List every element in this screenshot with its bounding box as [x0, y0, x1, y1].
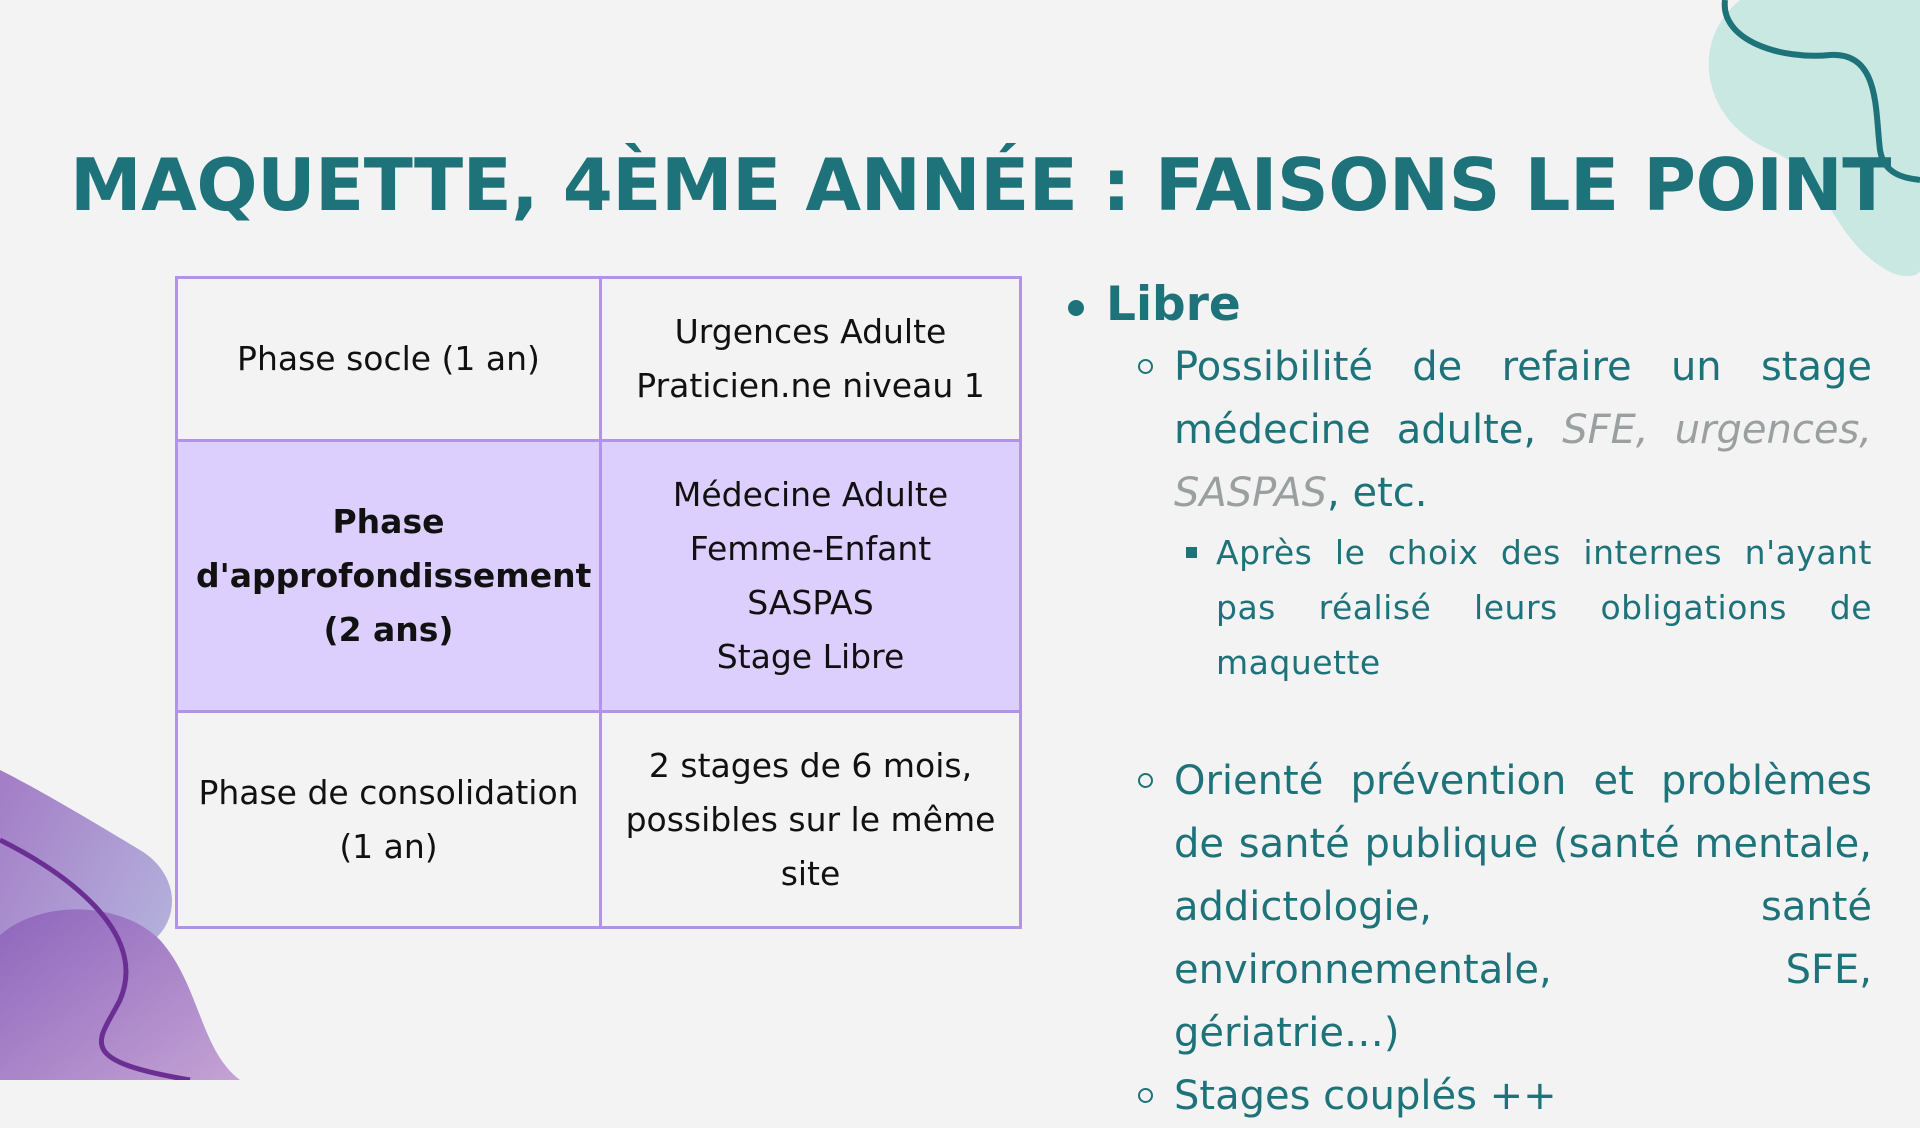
bullet-circle-icon — [1138, 1088, 1153, 1103]
stage-line: Médecine Adulte — [672, 475, 949, 514]
sub-bullet-text: Après le choix des internes n'ayant pas réalisé leurs obligations de maquette — [1216, 533, 1872, 682]
stages-cell — [601, 441, 1021, 712]
bullet-list — [1060, 274, 1872, 1128]
slide-title: MAQUETTE, 4ÈME ANNÉE : FAISONS LE POINT — [70, 143, 1891, 227]
stage-line: Stage Libre — [716, 637, 905, 676]
bullet-heading-text: Libre — [1106, 277, 1241, 332]
bullet-circle-icon — [1138, 359, 1153, 374]
bullet-item-text: Orienté prévention et problèmes de santé publique (santé mentale, addictologie, santé environnementale, SFE, gériatrie…) — [1174, 758, 1872, 1056]
phase-cell: Phase socle (1 an) — [177, 278, 601, 441]
stage-line: SASPAS — [747, 583, 874, 622]
phase-cell: Phase d'approfondissement (2 ans) — [177, 441, 601, 712]
bullet-item-refaire-stage — [1174, 336, 1872, 525]
bullet-circle-icon — [1138, 773, 1153, 788]
bullet-item-lead: Possibilité de refaire un stage médecine adulte, — [1174, 344, 1872, 453]
teal-blob-shape — [1709, 0, 1920, 276]
bullet-item-text: Stages couplés ++ — [1174, 1073, 1557, 1119]
sub-bullet-apres-choix — [1216, 525, 1872, 690]
stages-cell — [601, 712, 1021, 928]
table-row-phase-consolidation — [177, 712, 1021, 928]
stage-line: Urgences Adulte — [674, 312, 947, 351]
stages-cell — [601, 278, 1021, 441]
stage-line: Praticien.ne niveau 1 — [636, 366, 985, 405]
bullet-heading — [1060, 274, 1872, 336]
table-row-phase-approfondissement — [177, 441, 1021, 712]
phase-cell: Phase de consolidation (1 an) — [177, 712, 601, 928]
bullet-item-muted: SFE, urgences, SASPAS — [1174, 407, 1873, 516]
bullet-dot-icon — [1068, 300, 1084, 316]
stage-line: Femme-Enfant — [689, 529, 932, 568]
phase-table — [175, 276, 1022, 929]
bullet-item-stages-couples — [1174, 1065, 1872, 1128]
bullet-square-icon — [1186, 547, 1197, 558]
bullet-item-tail: , etc. — [1327, 470, 1428, 516]
stage-line: 2 stages de 6 mois, possibles sur le même site — [625, 745, 996, 893]
table-row-phase-socle — [177, 278, 1021, 441]
bullet-item-prevention — [1174, 750, 1872, 1065]
